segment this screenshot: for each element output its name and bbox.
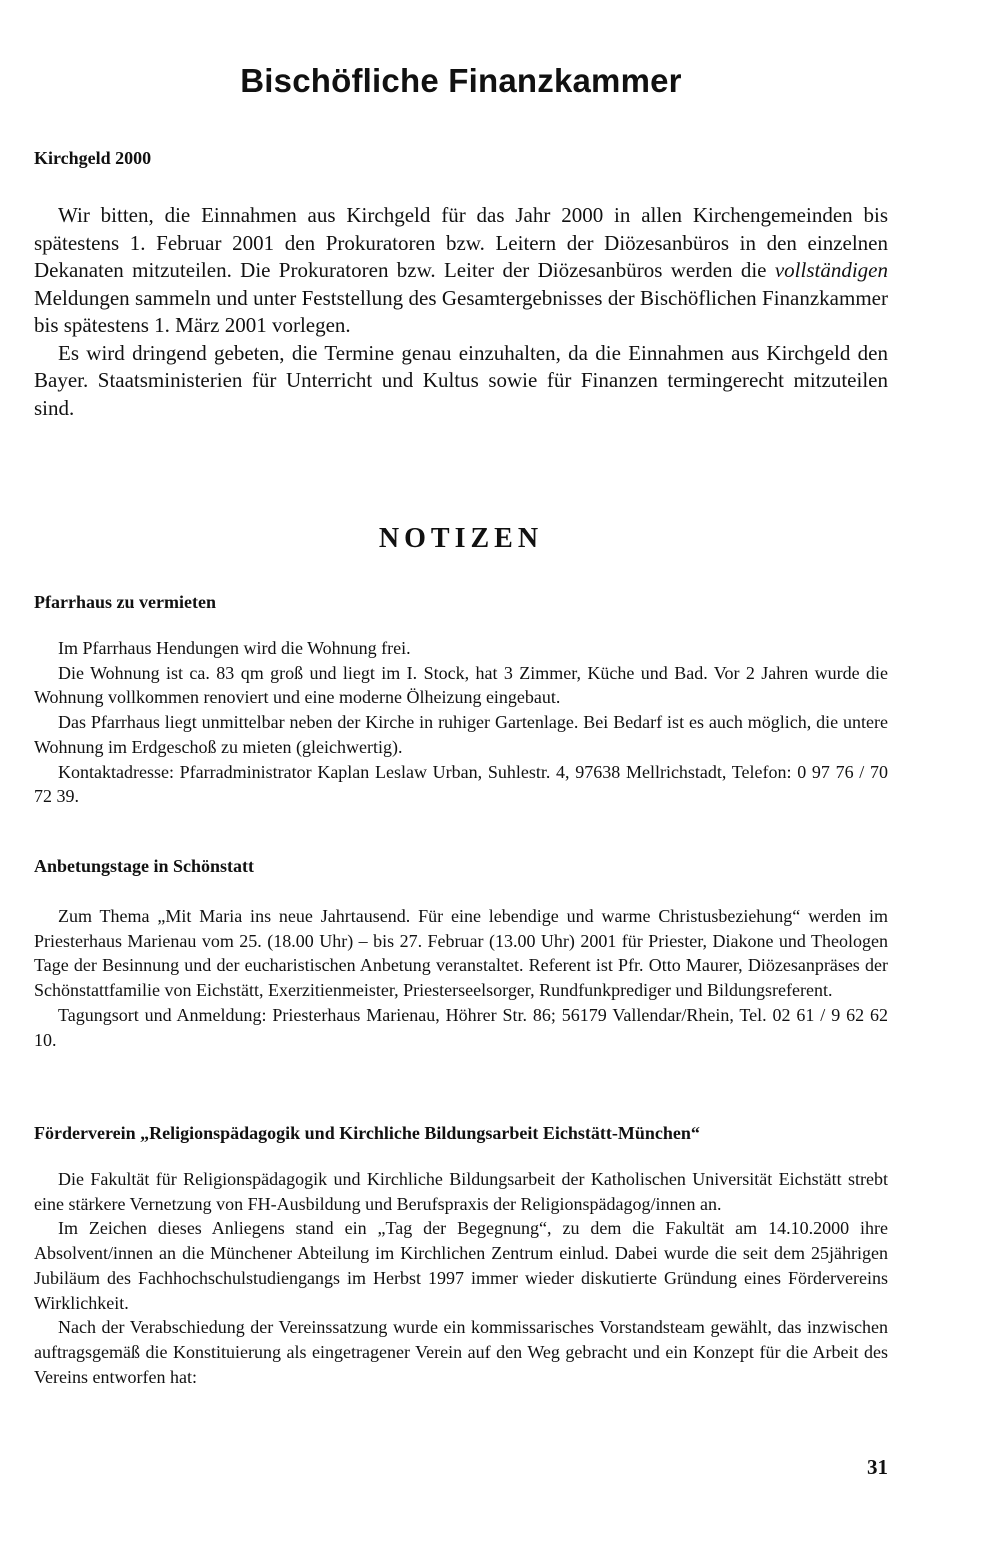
anbetung-paragraph: Tagungsort und Anmeldung: Priesterhaus Marienau, Höhrer Str. 86; 56179 Vallendar/Rhein, Tel. 02 61 / 9 62 62 10.: [34, 1004, 888, 1050]
foerderverein-body: [34, 1167, 888, 1389]
kirchgeld-text-part2: Meldungen sammeln und unter Feststellung des Gesamtergebnisses der Bischöflichen Finanzkammer bis spätestens 1. März 2001 vorlegen.: [34, 285, 888, 337]
section-heading-pfarrhaus: Pfarrhaus zu vermieten: [34, 592, 216, 612]
foerderverein-paragraph: Im Zeichen dieses Anliegens stand ein „Tag der Begegnung“, zu dem die Fakultät am 14.10.2000 ihre Absolvent/innen an die Münchener Abteilung im Kirchlichen Zentrum einlud. Dabei wurde die seit dem 25jährigen Jubiläum des Fachhochschulstudiengangs im Herbst 1997 immer wieder diskutierte Gründung eines Fördervereins Wirklichkeit.: [34, 1218, 888, 1313]
pfarrhaus-paragraph: Kontaktadresse: Pfarradministrator Kaplan Leslaw Urban, Suhlestr. 4, 97638 Mellrichstadt, Telefon: 0 97 76 / 70 72 39.: [34, 761, 888, 807]
pfarrhaus-paragraph: Das Pfarrhaus liegt unmittelbar neben der Kirche in ruhiger Gartenlage. Bei Bedarf ist es auch möglich, die untere Wohnung im Erdgeschoß zu mieten (gleichwertig).: [34, 712, 888, 757]
page-number: 31: [867, 1455, 888, 1479]
kirchgeld-text-part1: Wir bitten, die Einnahmen aus Kirchgeld für das Jahr 2000 in allen Kirchengemeinden bis spätestens 1. Februar 2001 den Prokuratoren bzw. Leitern der Diözesanbüros in den einzelnen Dekanaten mitzuteilen. Die Prokuratoren bzw. Leiter der Diözesanbüros werden die: [34, 203, 888, 282]
pfarrhaus-paragraph: Im Pfarrhaus Hendungen wird die Wohnung frei.: [58, 638, 411, 658]
foerderverein-paragraph: Die Fakultät für Religionspädagogik und Kirchliche Bildungsarbeit der Katholischen Universität Eichstätt strebt eine stärkere Vernetzung von FH-Ausbildung und Berufspraxis der Religionspädagog/innen an.: [34, 1169, 888, 1214]
kirchgeld-paragraph: Es wird dringend gebeten, die Termine genau einzuhalten, da die Einnahmen aus Kirchgeld den Bayer. Staatsministerien für Unterricht und Kultus sowie für Finanzen termingerecht mitzuteilen sind.: [34, 340, 888, 420]
pfarrhaus-paragraph: Die Wohnung ist ca. 83 qm groß und liegt im I. Stock, hat 3 Zimmer, Küche und Bad. Vor 2 Jahren wurde die Wohnung vollkommen renoviert und eine moderne Ölheizung eingebaut.: [34, 662, 888, 708]
page-title: Bischöfliche Finanzkammer: [240, 62, 682, 99]
pfarrhaus-body: [34, 636, 888, 809]
section-heading-anbetung: Anbetungstage in Schönstatt: [34, 856, 255, 876]
anbetung-paragraph: Zum Thema „Mit Maria ins neue Jahrtausend. Für eine lebendige und warme Christusbeziehung“ werden im Priesterhaus Marienau vom 25. (18.00 Uhr) – bis 27. Februar (13.00 Uhr) 2001 für Priester, Diakone und Theologen Tage der Besinnung und der eucharistischen Anbetung veranstaltet. Referent ist Pfr. Otto Maurer, Diözesanpräses der Schönstattfamilie von Eichstätt, Exerzitienmeister, Priesterseelsorger, Rundfunkprediger und Bildungsreferent.: [34, 906, 888, 1001]
section-heading-foerderverein: Förderverein „Religionspädagogik und Kirchliche Bildungsarbeit Eichstätt-München“: [34, 1123, 700, 1143]
kirchgeld-body: [34, 202, 888, 422]
kirchgeld-emphasis: vollständigen: [774, 258, 888, 282]
anbetung-body: [34, 904, 888, 1052]
kirchgeld-paragraph: [34, 202, 888, 340]
foerderverein-paragraph: Nach der Verabschiedung der Vereinssatzung wurde ein kommissarisches Vorstandsteam gewählt, das inzwischen auftragsgemäß die Konstituierung als eingetragener Verein auf den Weg gebracht und ein Konzept für die Arbeit des Vereins entworfen hat:: [34, 1317, 888, 1387]
notizen-title: NOTIZEN: [378, 523, 544, 554]
section-heading-kirchgeld: Kirchgeld 2000: [34, 148, 152, 168]
